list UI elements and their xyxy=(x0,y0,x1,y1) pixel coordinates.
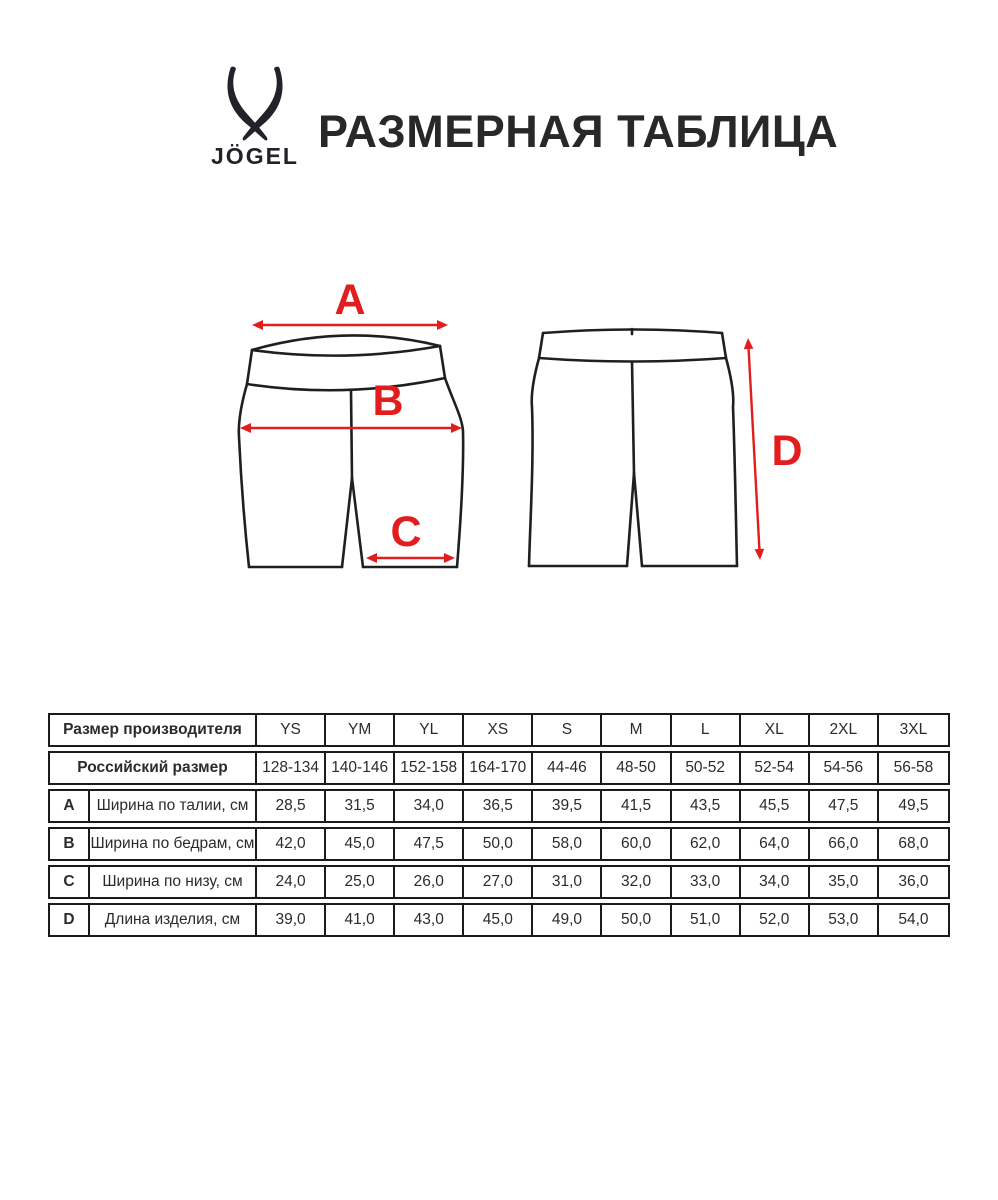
table-cell: 54,0 xyxy=(898,911,929,928)
table-cell: 39,5 xyxy=(533,791,602,821)
table-cell: 32,0 xyxy=(602,867,671,897)
table-cell: 50-52 xyxy=(672,753,741,783)
table-cell: 31,0 xyxy=(533,867,602,897)
table-cell: 34,0 xyxy=(395,791,464,821)
table-header-cell: S xyxy=(533,715,602,745)
table-cell: 27,0 xyxy=(464,867,533,897)
table-cell: 35,0 xyxy=(810,867,879,897)
table-cell: 45,0 xyxy=(464,905,533,935)
table-cell: 47,5 xyxy=(395,829,464,859)
table-cell: 52-54 xyxy=(741,753,810,783)
table-cell: 44-46 xyxy=(533,753,602,783)
table-cell: 51,0 xyxy=(672,905,741,935)
dimension-label-b: B xyxy=(372,377,404,425)
row-label-cell: Ширина по низу, см xyxy=(90,867,257,897)
table-header-cell: YM xyxy=(326,715,395,745)
table-cell: 49,5 xyxy=(898,797,929,814)
table-cell: 140-146 xyxy=(326,753,395,783)
table-header-cell: L xyxy=(672,715,741,745)
row-letter-cell: A xyxy=(50,791,90,821)
table-header-cell: YS xyxy=(257,715,326,745)
table-cell: 164-170 xyxy=(464,753,533,783)
table-cell: 43,5 xyxy=(672,791,741,821)
table-cell: 48-50 xyxy=(602,753,671,783)
table-header-cell: 2XL xyxy=(810,715,879,745)
table-header-cell: 3XL xyxy=(899,721,928,738)
table-row-length xyxy=(48,903,950,937)
table-cell: 58,0 xyxy=(533,829,602,859)
table-cell: 49,0 xyxy=(533,905,602,935)
table-header-row-manufacturer xyxy=(48,713,950,747)
dimension-label-c: C xyxy=(390,508,422,556)
table-header-cell: Российский размер xyxy=(50,753,257,783)
table-cell: 34,0 xyxy=(741,867,810,897)
brand-logo-icon xyxy=(217,64,293,146)
table-cell: 53,0 xyxy=(810,905,879,935)
dimension-label-a: A xyxy=(334,276,366,324)
row-letter-cell: B xyxy=(50,829,90,859)
size-table xyxy=(48,713,950,941)
table-cell: 68,0 xyxy=(898,835,929,852)
table-header-cell: XL xyxy=(741,715,810,745)
table-cell: 47,5 xyxy=(810,791,879,821)
table-header-cell: M xyxy=(602,715,671,745)
table-cell: 39,0 xyxy=(257,905,326,935)
shorts-back-drawing xyxy=(529,329,737,566)
table-cell: 31,5 xyxy=(326,791,395,821)
table-cell: 50,0 xyxy=(602,905,671,935)
row-label-cell: Ширина по бедрам, см xyxy=(90,829,257,859)
table-cell: 36,5 xyxy=(464,791,533,821)
table-cell: 41,0 xyxy=(326,905,395,935)
table-cell: 54-56 xyxy=(810,753,879,783)
table-cell: 152-158 xyxy=(395,753,464,783)
table-cell: 62,0 xyxy=(672,829,741,859)
brand-logo xyxy=(203,64,307,170)
table-header-cell: XS xyxy=(464,715,533,745)
table-cell: 56-58 xyxy=(893,759,934,776)
table-cell: 45,5 xyxy=(741,791,810,821)
table-cell: 41,5 xyxy=(602,791,671,821)
table-cell: 45,0 xyxy=(326,829,395,859)
table-header-row-russian-size xyxy=(48,751,950,785)
table-cell: 36,0 xyxy=(898,873,929,890)
table-cell: 128-134 xyxy=(257,753,326,783)
table-cell: 24,0 xyxy=(257,867,326,897)
table-row-hip-width xyxy=(48,827,950,861)
row-label-cell: Ширина по талии, см xyxy=(90,791,257,821)
table-header-cell: Размер производителя xyxy=(50,715,257,745)
shorts-measurement-diagram xyxy=(230,265,810,600)
table-cell: 25,0 xyxy=(326,867,395,897)
dimension-label-d: D xyxy=(771,427,803,475)
shorts-front-drawing xyxy=(239,335,463,567)
table-cell: 43,0 xyxy=(395,905,464,935)
table-cell: 26,0 xyxy=(395,867,464,897)
page-title: РАЗМЕРНАЯ ТАБЛИЦА xyxy=(318,106,839,158)
row-letter-cell: C xyxy=(50,867,90,897)
length-arrow-d xyxy=(744,338,764,560)
table-row-hem-width xyxy=(48,865,950,899)
table-cell: 60,0 xyxy=(602,829,671,859)
table-cell: 28,5 xyxy=(257,791,326,821)
brand-logo-text: JÖGEL xyxy=(211,143,299,169)
table-cell: 64,0 xyxy=(741,829,810,859)
table-cell: 52,0 xyxy=(741,905,810,935)
table-cell: 66,0 xyxy=(810,829,879,859)
table-header-cell: YL xyxy=(395,715,464,745)
table-cell: 50,0 xyxy=(464,829,533,859)
table-row-waist-width xyxy=(48,789,950,823)
table-cell: 33,0 xyxy=(672,867,741,897)
row-letter-cell: D xyxy=(50,905,90,935)
table-cell: 42,0 xyxy=(257,829,326,859)
row-label-cell: Длина изделия, см xyxy=(90,905,257,935)
